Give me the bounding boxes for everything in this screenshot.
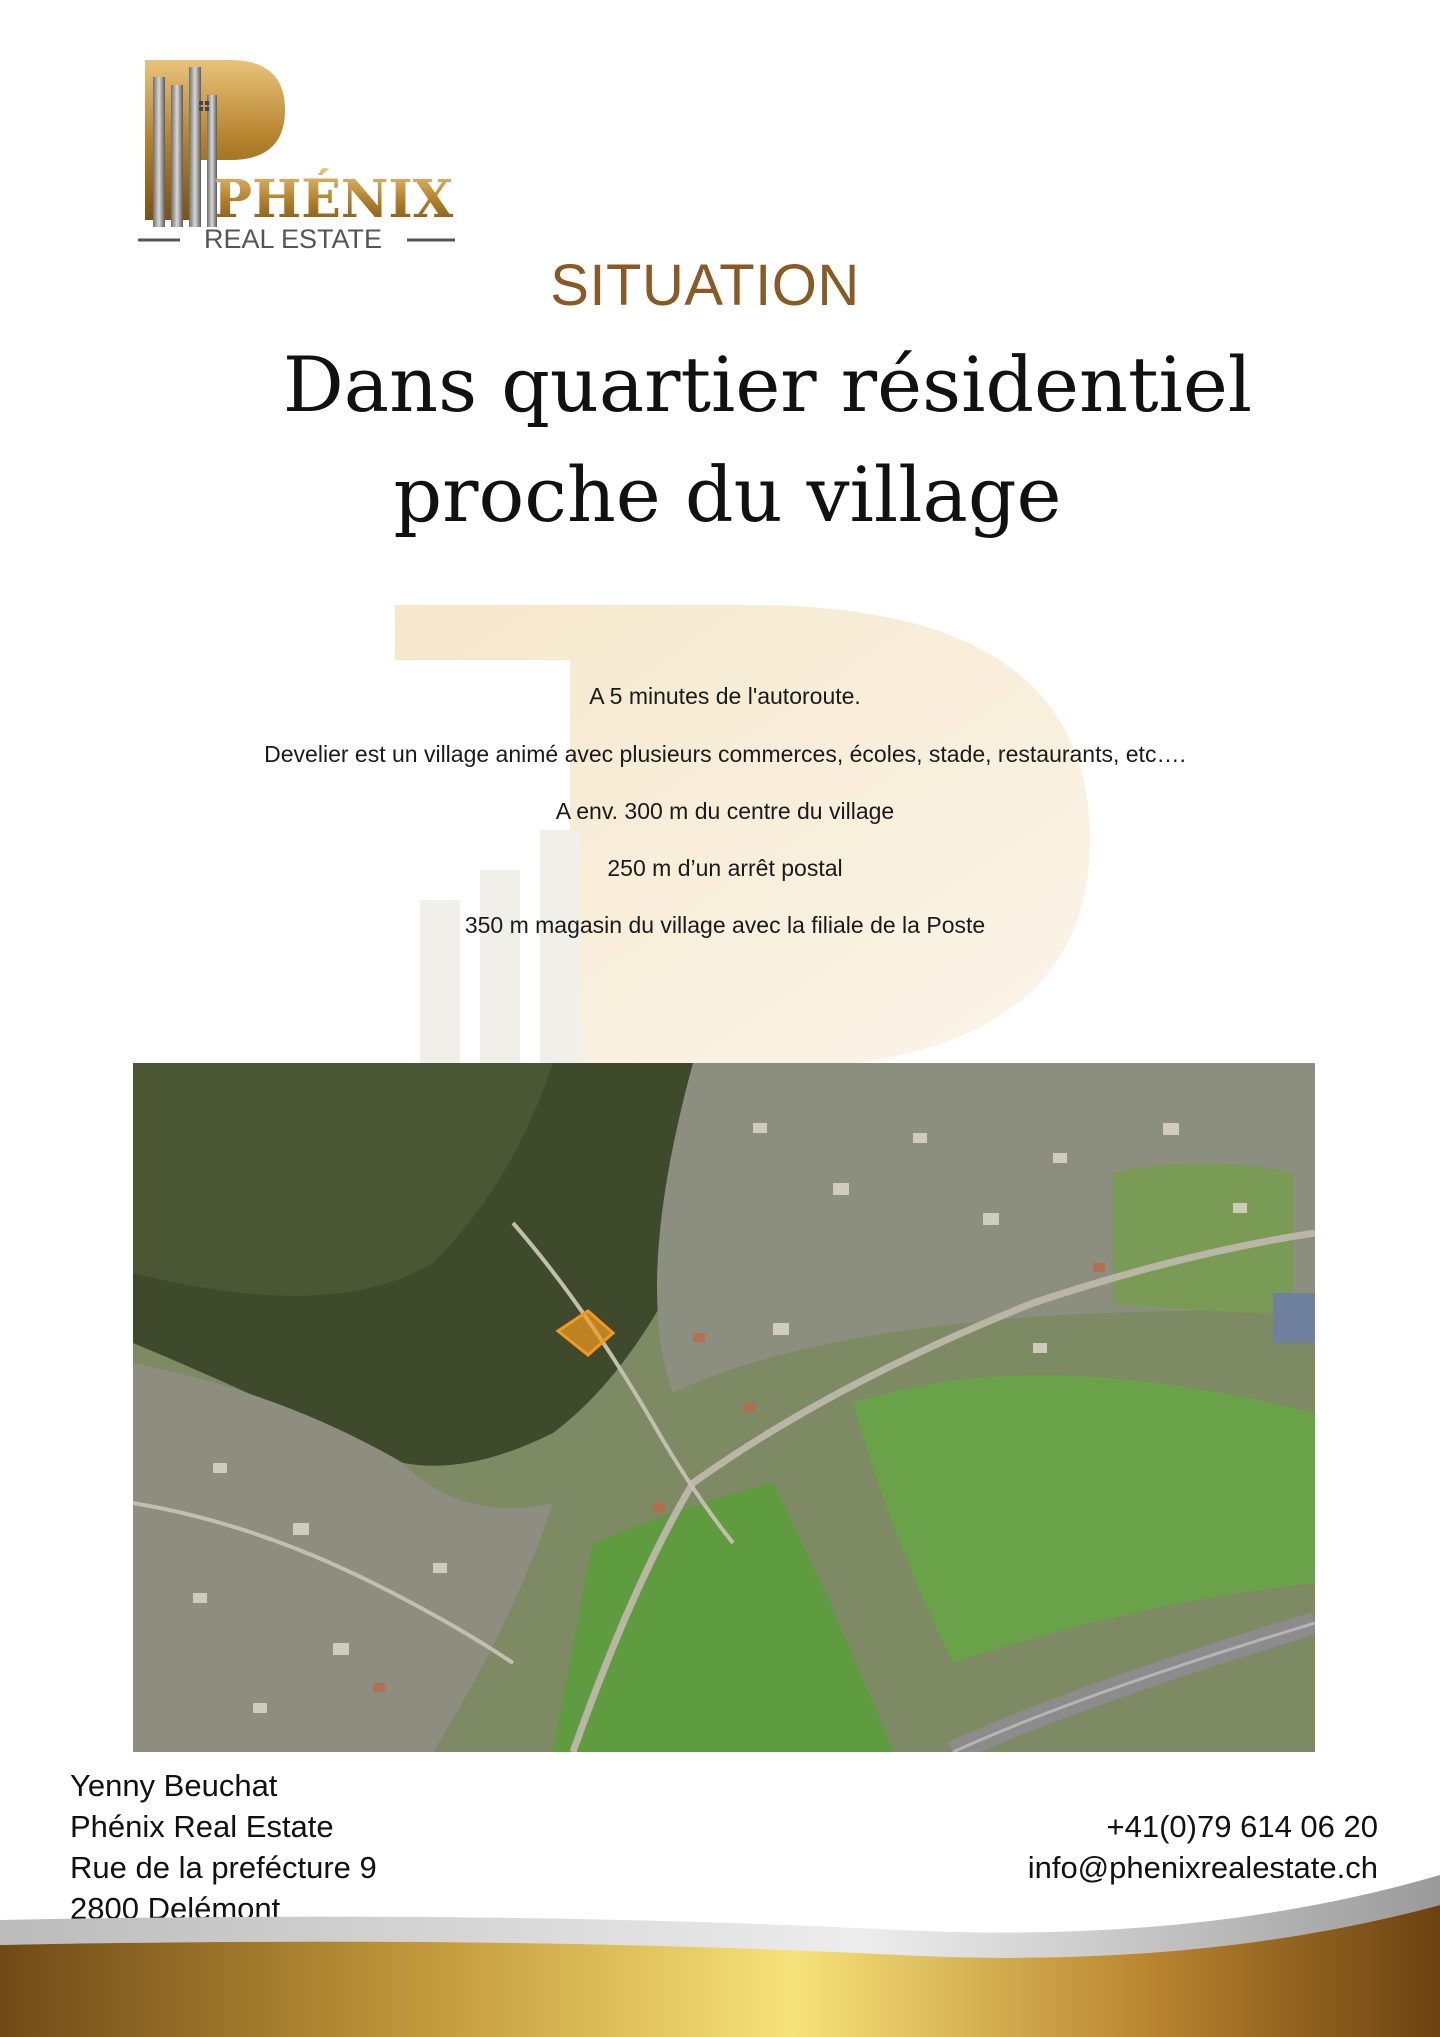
situation-point: 250 m d’un arrêt postal xyxy=(607,855,843,881)
contact-street: Rue de la prefécture 9 xyxy=(70,1850,377,1885)
situation-point: 350 m magasin du village avec la filiale de la Poste xyxy=(464,912,986,938)
situation-point: Develier est un village animé avec plusieurs commerces, écoles, stade, restaurants, etc…. xyxy=(264,741,1186,767)
situation-point: A env. 300 m du centre du village xyxy=(555,798,895,824)
situation-point: A 5 minutes de l'autoroute. xyxy=(589,683,861,709)
aerial-map xyxy=(133,1063,1315,1752)
contact-name: Yenny Beuchat xyxy=(70,1768,278,1803)
section-label: SITUATION xyxy=(550,253,860,318)
logo-watermark xyxy=(390,600,1090,1070)
contact-email[interactable]: info@phenixrealestate.ch xyxy=(1027,1850,1378,1885)
contact-city: 2800 Delémont xyxy=(70,1891,281,1926)
logo-tagline: REAL ESTATE xyxy=(203,224,383,254)
headline-line-2: proche du village xyxy=(393,450,1062,539)
contact-phone[interactable]: +41(0)79 614 06 20 xyxy=(1106,1809,1378,1844)
headline-line-1: Dans quartier résidentiel xyxy=(282,340,1253,429)
phenix-logo xyxy=(135,55,460,260)
footer-wave xyxy=(0,1875,1440,2037)
contact-company: Phénix Real Estate xyxy=(70,1809,334,1844)
logo-wordmark: PHÉNIX xyxy=(213,169,454,230)
